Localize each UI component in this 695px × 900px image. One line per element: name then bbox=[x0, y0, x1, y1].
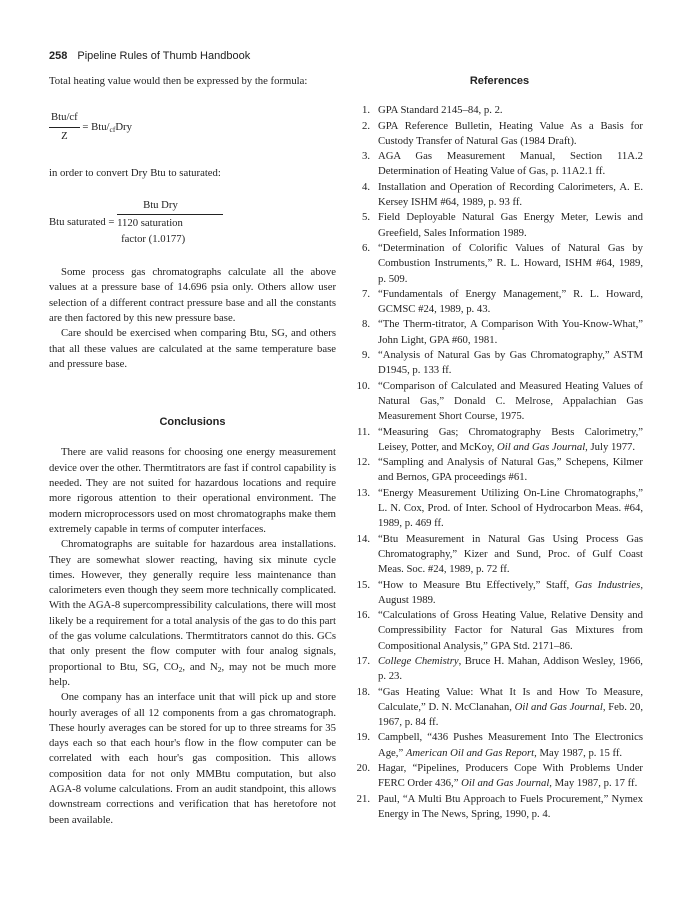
formula2-denominator-line2: factor (1.0177) bbox=[121, 232, 186, 245]
references-heading: References bbox=[469, 75, 530, 87]
reference-item bbox=[356, 608, 643, 654]
paragraph-care: Care should be exercised when comparing Btu, SG, and others that all these values are calculated at the same temperature base and pressure base. bbox=[49, 327, 336, 370]
reference-number: 10 . bbox=[352, 379, 370, 394]
reference-number: 20 . bbox=[352, 761, 370, 776]
reference-item bbox=[356, 455, 643, 486]
reference-item bbox=[356, 532, 643, 578]
page-number: 258 bbox=[49, 50, 68, 62]
reference-text: “Sampling and Analysis of Natural Gas,” Schepens, Kilmer and Bernos, GPA proceedings #61. bbox=[378, 456, 643, 484]
reference-item bbox=[356, 486, 643, 532]
reference-number: 7 . bbox=[352, 287, 370, 302]
reference-text: “How to Measure Btu Effectively,” Staff, Gas Industries, August 1989. bbox=[378, 578, 643, 606]
reference-number: 13 . bbox=[352, 486, 370, 501]
formula-total-heating-value bbox=[49, 110, 336, 144]
conclusions-paragraph-2: Chromatographs are suitable for hazardous area installations. They are somewhat slower reacting, having six minute cycle times. However, they generally require less maintenance than calorimeters even though they seem more technically complicated. With the AGA-8 supercompressibility calculations, there will most likely be a requirement for a total analysis of the gas to do this part of the gas volume calculations. Thermtitrators cannot do this. GCs that only present the flow computer with four analog signals, proportional to Btu, SG, $CO_2$, and $N_2$, may not be much more help. bbox=[49, 538, 336, 688]
reference-text: “Fundamentals of Energy Management,” R. L. Howard, GCMSC #24, 1989, p. 43. bbox=[378, 287, 643, 316]
reference-item bbox=[356, 103, 643, 118]
reference-text: “Determination of Colorific Values of Natural Gas by Combustion Instruments,” R. L. Howard, ISHM #64, 1989, p. 509. bbox=[378, 241, 643, 285]
running-head bbox=[49, 50, 250, 62]
reference-number: 2 . bbox=[352, 119, 370, 134]
reference-item bbox=[356, 287, 643, 318]
reference-item bbox=[356, 210, 643, 241]
convert-text: in order to convert Dry Btu to saturated: bbox=[49, 166, 221, 179]
book-title: Pipeline Rules of Thumb Handbook bbox=[77, 50, 251, 62]
reference-number: 14 . bbox=[352, 532, 370, 547]
reference-text: “The Therm-titrator, A Comparison With You-Know-What,” John Light, GPA #60, 1981. bbox=[378, 318, 643, 346]
reference-item bbox=[356, 761, 643, 792]
conclusions-paragraph-1: There are valid reasons for choosing one energy measurement device over the other. Thermtitrators are fast if control capability is needed. They are not suited for hazardous locations and require more rigorous attention to their operational environment. The modern microprocessors used on most chromatographs make them extremely capable in terms of computer interfaces. bbox=[49, 446, 336, 535]
reference-number: 12 . bbox=[352, 455, 370, 470]
reference-item bbox=[356, 149, 643, 180]
reference-item bbox=[356, 654, 643, 685]
reference-number: 21 . bbox=[352, 792, 370, 807]
reference-number: 9 . bbox=[352, 348, 370, 363]
references-list bbox=[356, 103, 643, 822]
reference-text: “Gas Heating Value: What It Is and How To Measure, Calculate,” D. N. McClanahan, Oil and Gas Journal, Feb. 20, 1967, p. 84 ff. bbox=[378, 685, 644, 729]
reference-text: “Calculations of Gross Heating Value, Relative Density and Compressibility Factor for Natural Gas Mixtures from Compositional Analysis,” GPA Std. 2171–86. bbox=[378, 609, 643, 652]
reference-text: AGA Gas Measurement Manual, Section 11A.2 Determination of Heating Value of Gas, p. 11A2.1 ff. bbox=[378, 150, 643, 178]
reference-number: 18 . bbox=[352, 685, 370, 700]
formula2-denominator-line1: 1120 saturation bbox=[117, 217, 183, 230]
reference-item bbox=[356, 730, 643, 761]
reference-item bbox=[356, 685, 643, 731]
reference-item bbox=[356, 425, 643, 456]
formula2-fraction bbox=[117, 198, 223, 247]
reference-text: Field Deployable Natural Gas Energy Meter, Lewis and Greefield, Sales Information 1989. bbox=[378, 211, 643, 239]
reference-number: 5 . bbox=[352, 210, 370, 225]
conclusions-heading: Conclusions bbox=[159, 416, 226, 429]
reference-number: 1 . bbox=[352, 103, 370, 118]
formula2-lhs: Btu saturated = bbox=[49, 216, 115, 229]
reference-item bbox=[356, 348, 643, 379]
reference-number: 3 . bbox=[352, 149, 370, 164]
formula-btu-saturated bbox=[49, 198, 336, 247]
reference-item bbox=[356, 317, 643, 348]
reference-text: “Measuring Gas; Chromatography Bests Calorimetry,” Leisey, Potter, and McKoy, Oil and Gas Journal, July 1977. bbox=[378, 425, 643, 453]
right-column bbox=[356, 74, 643, 822]
formula2-numerator: Btu Dry bbox=[117, 198, 223, 215]
reference-number: 17 . bbox=[352, 654, 370, 669]
reference-text: “Btu Measurement in Natural Gas Using Process Gas Chromatography,” Kizer and Sund, Proc. of Gulf Coast Meas. Soc. #24, 1989, p. 72 ff. bbox=[378, 532, 643, 576]
reference-text: “Comparison of Calculated and Measured Heating Values of Natural Gas,” Donald C. Melrose, Appalachian Gas Measurement Short Course, 1975. bbox=[378, 379, 643, 423]
reference-text: College Chemistry, Bruce H. Mahan, Addison Wesley, 1966, p. 23. bbox=[378, 654, 643, 683]
reference-text: Campbell, “436 Pushes Measurement Into The Electronics Age,” American Oil and Gas Report, May 1987, p. 15 ff. bbox=[378, 731, 643, 759]
reference-number: 11 . bbox=[352, 425, 370, 440]
formula1-fraction bbox=[49, 110, 80, 144]
intro-text: Total heating value would then be expressed by the formula: bbox=[49, 75, 308, 87]
reference-number: 8 . bbox=[352, 317, 370, 332]
reference-number: 6 . bbox=[352, 241, 370, 256]
reference-number: 19 . bbox=[352, 730, 370, 745]
reference-item bbox=[356, 379, 643, 425]
reference-number: 15 . bbox=[352, 578, 370, 593]
formula1-denominator: Z bbox=[61, 129, 68, 142]
reference-item bbox=[356, 180, 643, 211]
conclusions-paragraph-3: One company has an interface unit that will pick up and store hourly averages of all 12 components from a gas chromatograph. These hourly averages can be stored for up to three streams for 35 days each so that each hour's flow in the flow computer can be correlated with each hour's gas composition. This allows composition data for not only MMBtu computation, but also AGA-8 volume calculations. From an audit standpoint, this allows downstream corrections and verification that has heretofore not been available. bbox=[49, 691, 336, 826]
formula1-rhs: = Btu/$_{cf}Dry$ bbox=[82, 120, 132, 134]
reference-text: Paul, “A Multi Btu Approach to Fuels Procurement,” Nymex Energy in The News, Spring, 1990, p. 4. bbox=[378, 792, 643, 820]
reference-item bbox=[356, 241, 643, 287]
reference-item bbox=[356, 578, 643, 609]
reference-number: 16 . bbox=[352, 608, 370, 623]
reference-text: “Analysis of Natural Gas by Gas Chromatography,” ASTM D1945, p. 133 ff. bbox=[378, 349, 643, 377]
reference-item bbox=[356, 792, 643, 823]
left-column bbox=[49, 74, 336, 828]
reference-item bbox=[356, 119, 643, 150]
reference-text: Installation and Operation of Recording Calorimeters, A. E. Kersey ISHM #64, 1989, p. 93 ff. bbox=[378, 180, 643, 209]
reference-text: “Energy Measurement Utilizing On-Line Chromatographs,” L. N. Cox, Prod. of Inter. School of Hydrocarbon Meas. #64, 1989, p. 469 ff. bbox=[378, 486, 643, 530]
reference-text: GPA Standard 2145–84, p. 2. bbox=[378, 104, 503, 117]
reference-text: GPA Reference Bulletin, Heating Value As a Basis for Custody Transfer of Natural Gas (1984 Draft). bbox=[378, 119, 643, 147]
paragraph-pressure-base: Some process gas chromatographs calculate all the above values at a pressure base of 14.696 psia only. Others allow user selection of a different contract pressure base and all the constants are then factored by this new pressure base. bbox=[49, 266, 336, 324]
reference-number: 4 . bbox=[352, 180, 370, 195]
reference-text: Hagar, “Pipelines, Producers Cope With Problems Under FERC Order 436,” Oil and Gas Journal, May 1987, p. 17 ff. bbox=[378, 762, 643, 790]
formula1-numerator: Btu/cf bbox=[49, 110, 80, 127]
